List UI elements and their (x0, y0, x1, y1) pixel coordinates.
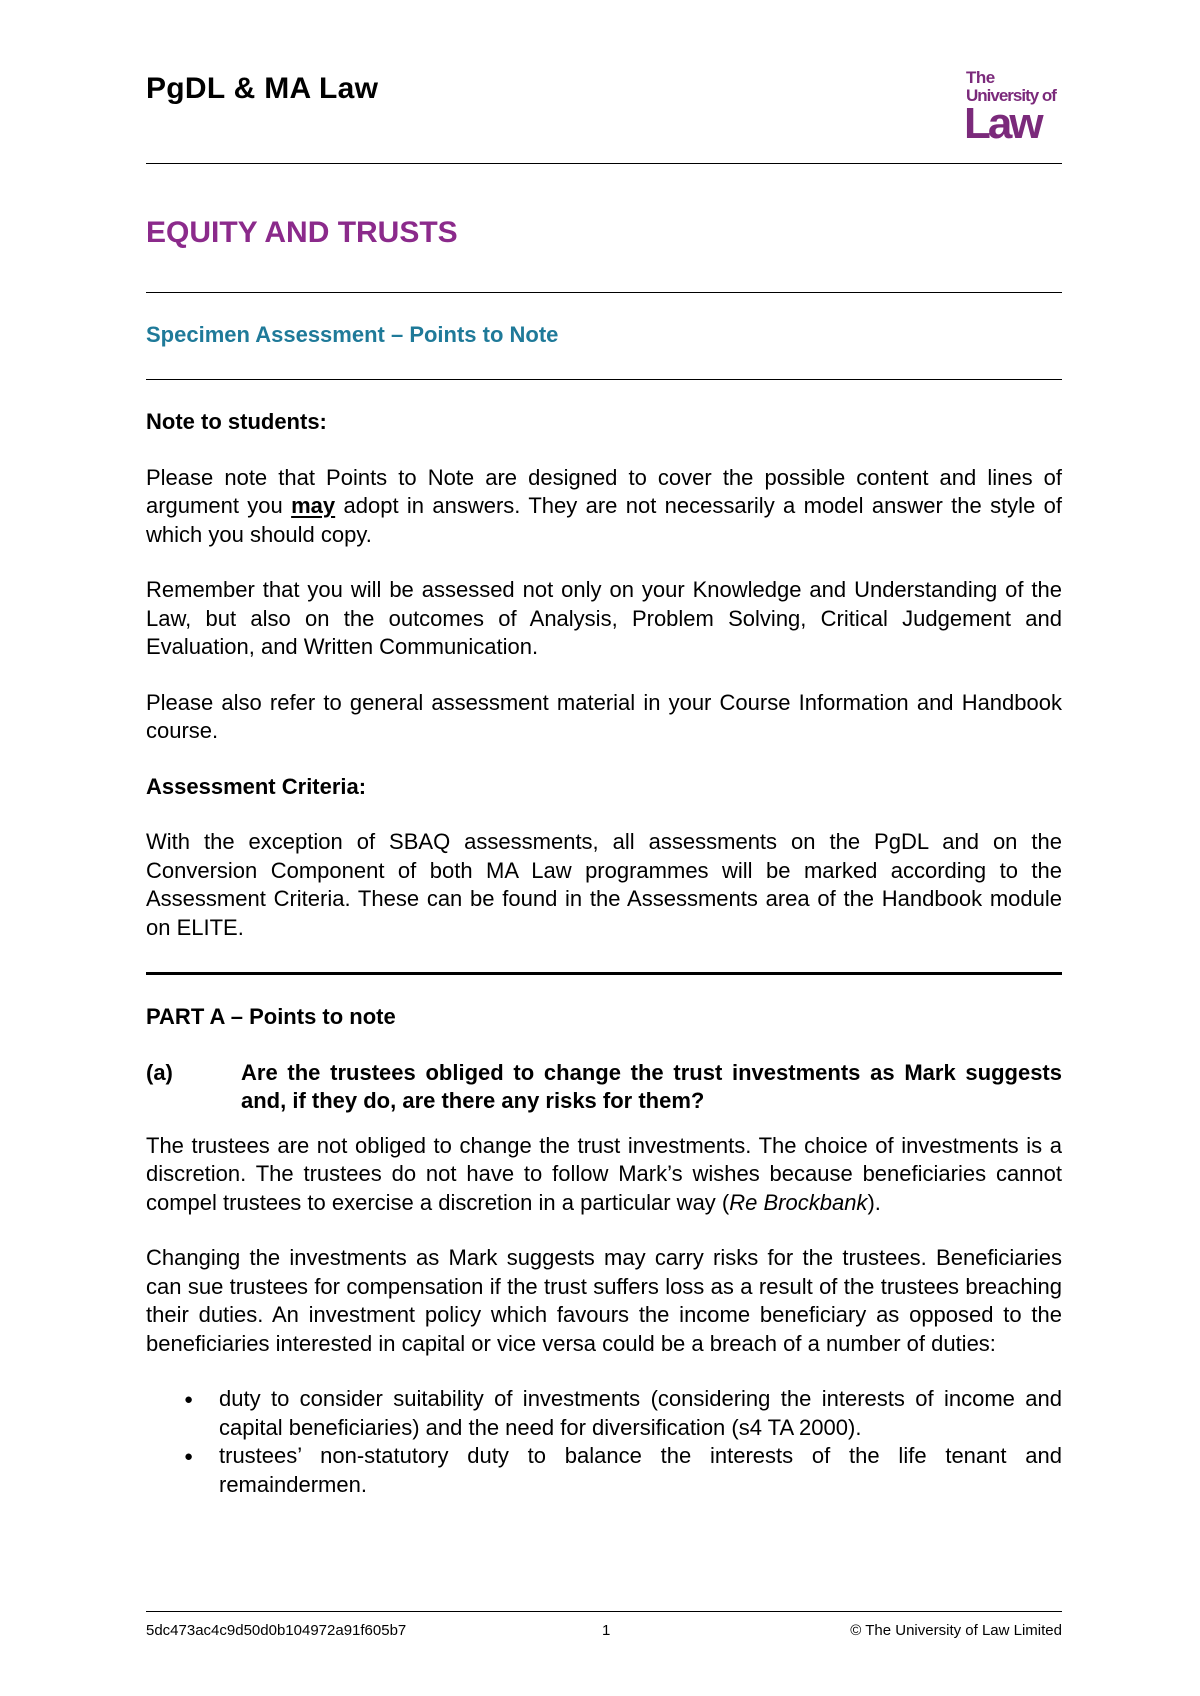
note-paragraph-2: Remember that you will be assessed not only on your Knowledge and Understanding of the Law, but also on the outcomes of Analysis, Problem Solving, Critical Judgement and Evaluation, and Written Communication. (146, 577, 1062, 659)
note-heading: Note to students: (146, 409, 327, 434)
document-subtitle: Specimen Assessment – Points to Note (146, 322, 559, 347)
bullet-icon (146, 1385, 219, 1442)
section-divider (146, 972, 1062, 975)
logo-line-law: Law (964, 99, 1041, 148)
logo-line-university: University of (966, 86, 1056, 105)
question-label: (a) (146, 1059, 173, 1085)
footer-divider (146, 1611, 1062, 1612)
emphasis-may: may (291, 493, 336, 518)
answer-paragraph-2: Changing the investments as Mark suggests may carry risks for the trustees. Beneficiaries can sue trustees for compensation if the trust suffers loss as a result of the trustees breaching their duties. An investment policy which favours the income beneficiary as opposed to the beneficiaries interested in capital or vice versa could be a breach of a number of duties: (146, 1245, 1062, 1356)
title-divider (146, 292, 1062, 293)
question-text: Are the trustees obliged to change the trust investments as Mark suggests and, if they do, are there any risks for them? (241, 1059, 1062, 1113)
university-logo (964, 68, 1064, 148)
answer-paragraph-1: The trustees are not obliged to change the trust investments. The choice of investments is a discretion. The trustees do not have to follow Mark’s wishes because beneficiaries cannot compel trustees to exercise a discretion in a particular way (Re Brockbank). (146, 1132, 1062, 1215)
footer-doc-id: 5dc473ac4c9d50d0b104972a91f605b7 (146, 1622, 407, 1639)
course-title: PgDL & MA Law (146, 72, 379, 105)
note-paragraph-1: Please note that Points to Note are designed to cover the possible content and lines of argument you may adopt in answers. They are not necessarily a model answer the style of which you should copy. (146, 464, 1062, 547)
criteria-heading: Assessment Criteria: (146, 773, 367, 799)
note-section (146, 408, 1062, 942)
footer-page-number: 1 (602, 1622, 611, 1639)
subtitle-divider (146, 379, 1062, 380)
note-paragraph-3: Please also refer to general assessment material in your Course Information and Handbook course. (146, 689, 1062, 743)
document-title: EQUITY AND TRUSTS (146, 216, 458, 249)
part-a-heading: PART A – Points to note (146, 1004, 396, 1029)
header-divider (146, 163, 1062, 164)
part-a-section (146, 1003, 1062, 1499)
list-item: ● duty to consider suitability of investments (considering the interests of income and capital beneficiaries) and the need for diversification (s4 TA 2000). (146, 1385, 1062, 1442)
footer-copyright: © The University of Law Limited (850, 1622, 1062, 1639)
bullet-icon (146, 1442, 219, 1499)
criteria-paragraph: With the exception of SBAQ assessments, all assessments on the PgDL and on the Conversion Component of both MA Law programmes will be marked according to the Assessment Criteria. These can be found in the Assessments area of the Handbook module on ELITE. (146, 829, 1062, 940)
duties-list (146, 1385, 1062, 1499)
question-a (146, 1059, 1062, 1116)
case-name: Re Brockbank (729, 1189, 868, 1215)
list-item: ● trustees’ non-statutory duty to balance the interests of the life tenant and remaindermen. (146, 1442, 1062, 1499)
logo-line-the: The (966, 68, 995, 87)
